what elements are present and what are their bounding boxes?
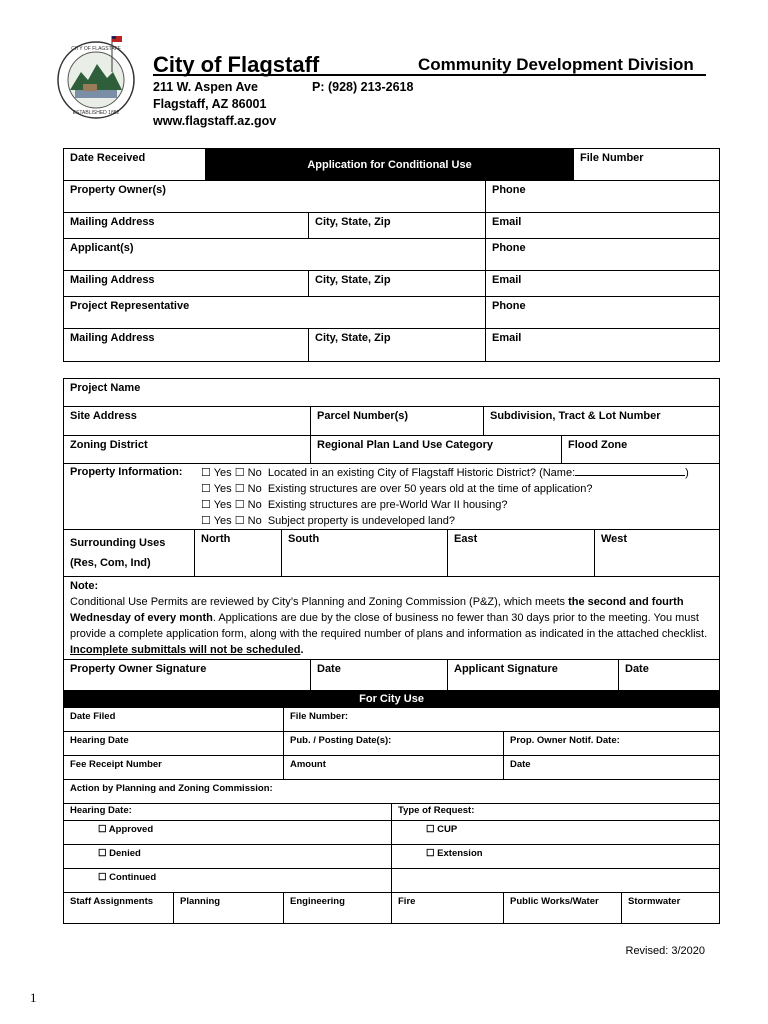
file-number-field[interactable]: File Number (574, 149, 720, 181)
historic-district-question[interactable]: ☐ Yes ☐ No Located in an existing City of Flagstaff Historic District? (Name: ) (201, 467, 689, 479)
subdivision-field[interactable]: Subdivision, Tract & Lot Number (484, 407, 720, 436)
pz-action-label: Action by Planning and Zoning Commission: (64, 780, 720, 804)
header-rule (153, 74, 706, 76)
property-owner-field[interactable]: Property Owner(s) (64, 181, 486, 213)
city-seal-logo (55, 32, 137, 120)
form-title: Application for Conditional Use (206, 149, 574, 181)
owner-city-state-zip-field[interactable]: City, State, Zip (309, 213, 486, 239)
owner-signature-field[interactable]: Property Owner Signature (64, 660, 311, 699)
staff-assignments-label: Staff Assignments (64, 893, 174, 924)
applicant-info-table (63, 148, 720, 362)
division-title: Community Development Division (418, 55, 694, 74)
regional-plan-field[interactable]: Regional Plan Land Use Category (311, 436, 562, 464)
rep-city-state-zip-field[interactable]: City, State, Zip (309, 329, 486, 362)
site-address-field[interactable]: Site Address (64, 407, 311, 436)
applicant-phone-field[interactable]: Phone (486, 239, 720, 271)
hearing-date-field[interactable]: Hearing Date (64, 732, 284, 756)
property-information-label: Property Information: (70, 466, 183, 478)
applicant-signature-field[interactable]: Applicant Signature (448, 660, 619, 699)
project-representative-field[interactable]: Project Representative (64, 297, 486, 329)
page-number: 1 (30, 990, 37, 1005)
rep-phone-field[interactable]: Phone (486, 297, 720, 329)
undeveloped-land-question[interactable]: ☐ Yes ☐ No Subject property is undeveloped land? (201, 515, 455, 527)
continued-checkbox[interactable]: ☐ Continued (64, 869, 392, 893)
address-line-2: Flagstaff, AZ 86001 (153, 97, 267, 111)
amount-field[interactable]: Amount (284, 756, 504, 780)
engineering-field[interactable]: Engineering (284, 893, 392, 924)
applicant-city-state-zip-field[interactable]: City, State, Zip (309, 271, 486, 297)
public-works-field[interactable]: Public Works/Water (504, 893, 622, 924)
owner-phone-field[interactable]: Phone (486, 181, 720, 213)
east-use-field[interactable]: East (448, 530, 595, 577)
svg-text:CITY OF FLAGSTAFF: CITY OF FLAGSTAFF (71, 46, 121, 52)
structures-50-years-question[interactable]: ☐ Yes ☐ No Existing structures are over 50 years old at the time of application? (201, 483, 593, 495)
applicant-mailing-address-field[interactable]: Mailing Address (64, 271, 309, 297)
south-use-field[interactable]: South (282, 530, 448, 577)
owner-mailing-address-field[interactable]: Mailing Address (64, 213, 309, 239)
posting-date-field[interactable]: Pub. / Posting Date(s): (284, 732, 504, 756)
empty-cell (392, 869, 720, 893)
city-title: City of Flagstaff (153, 52, 320, 77)
west-use-field[interactable]: West (595, 530, 720, 577)
surrounding-uses-label: Surrounding Uses (Res, Com, Ind) (64, 530, 195, 577)
property-information-row (64, 464, 720, 530)
applicant-email-field[interactable]: Email (486, 271, 720, 297)
project-name-field[interactable]: Project Name (64, 379, 720, 407)
city-use-table (63, 690, 720, 924)
website-link[interactable]: www.flagstaff.az.gov (153, 114, 277, 128)
for-city-use-header: For City Use (64, 691, 720, 708)
fee-receipt-field[interactable]: Fee Receipt Number (64, 756, 284, 780)
flood-zone-field[interactable]: Flood Zone (562, 436, 720, 464)
applicant-field[interactable]: Applicant(s) (64, 239, 486, 271)
applicant-signature-date-field[interactable]: Date (619, 660, 720, 699)
stormwater-field[interactable]: Stormwater (622, 893, 720, 924)
parcel-number-field[interactable]: Parcel Number(s) (311, 407, 484, 436)
note-label: Note: (70, 580, 99, 592)
date-received-field[interactable]: Date Received (64, 149, 206, 181)
planning-field[interactable]: Planning (174, 893, 284, 924)
fire-field[interactable]: Fire (392, 893, 504, 924)
project-info-table (63, 378, 720, 699)
address-line-1: 211 W. Aspen Ave (153, 80, 258, 94)
zoning-district-field[interactable]: Zoning District (64, 436, 311, 464)
approved-checkbox[interactable]: ☐ Approved (64, 821, 392, 845)
date-filed-field[interactable]: Date Filed (64, 708, 284, 732)
owner-email-field[interactable]: Email (486, 213, 720, 239)
owner-signature-date-field[interactable]: Date (311, 660, 448, 699)
note-block: Note: Conditional Use Permits are reviewed by City’s Planning and Zoning Commission (P&Z), which meets the second and fourth Wednesday of every month. Applications are due by the close of business no fewer than 30 days prior to the meeting. You must provide a complete application form, along with the required number of plans and information as indicated in the attached checklist. Incomplete submittals will not be scheduled. (64, 577, 720, 660)
receipt-date-field[interactable]: Date (504, 756, 720, 780)
extension-checkbox[interactable]: ☐ Extension (392, 845, 720, 869)
pre-wwii-housing-question[interactable]: ☐ Yes ☐ No Existing structures are pre-World War II housing? (201, 499, 508, 511)
denied-checkbox[interactable]: ☐ Denied (64, 845, 392, 869)
revised-date: Revised: 3/2020 (625, 945, 705, 957)
type-of-request-label: Type of Request: (392, 804, 720, 821)
owner-notif-date-field[interactable]: Prop. Owner Notif. Date: (504, 732, 720, 756)
city-file-number-field[interactable]: File Number: (284, 708, 720, 732)
rep-mailing-address-field[interactable]: Mailing Address (64, 329, 309, 362)
cup-checkbox[interactable]: ☐ CUP (392, 821, 720, 845)
rep-email-field[interactable]: Email (486, 329, 720, 362)
hearing-date-label: Hearing Date: (64, 804, 392, 821)
phone-number: P: (928) 213-2618 (312, 80, 414, 94)
svg-text:ESTABLISHED 1882: ESTABLISHED 1882 (72, 110, 120, 116)
north-use-field[interactable]: North (195, 530, 282, 577)
